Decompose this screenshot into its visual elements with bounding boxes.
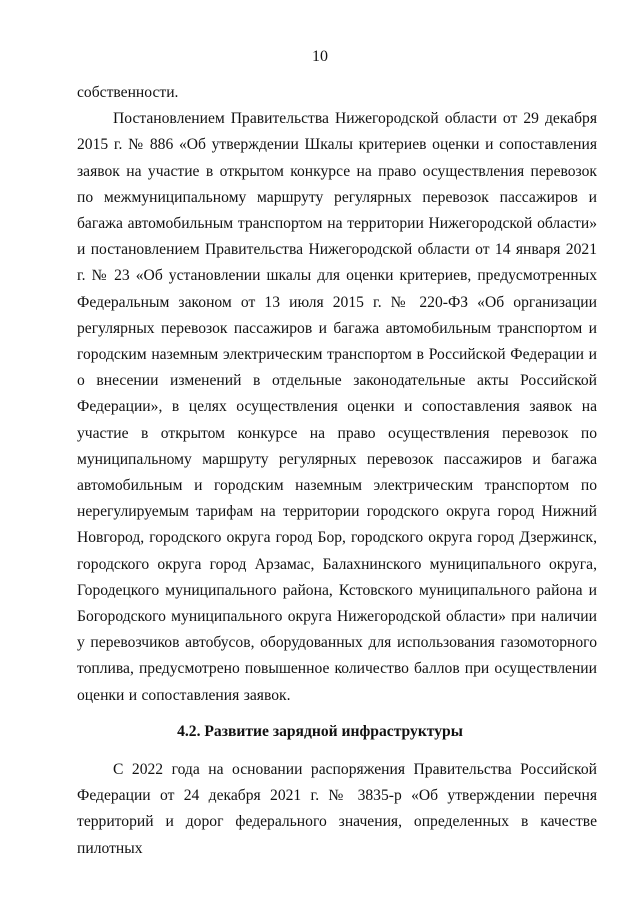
body-text-top xyxy=(77,80,597,709)
section-paragraph: С 2022 года на основании распоряжения Правительства Российской Федерации от 24 декабря 2021 г. № 3835-р «Об утверждении перечня территорий и дорог федерального значения, определенных в качестве пилотных xyxy=(77,761,597,857)
page-number: 10 xyxy=(312,48,328,65)
main-paragraph: Постановлением Правительства Нижегородской области от 29 декабря 2015 г. № 886 «Об утверждении Шкалы критериев оценки и сопоставления заявок на участие в открытом конкурсе на право осуществления перевозок по межмуниципальному маршруту регулярных перевозок пассажиров и багажа автомобильным транспортом на территории Нижегородской области» и постановлением Правительства Нижегородской области от 14 января 2021 г. № 23 «Об установлении шкалы для оценки критериев, предусмотренных Федеральным законом от 13 июля 2015 г. № 220-ФЗ «Об организации регулярных перевозок пассажиров и багажа автомобильным транспортом и городским наземным электрическим транспортом в Российской Федерации и о внесении изменений в отдельные законодательные акты Российской Федерации», в целях осуществления оценки и сопоставления заявок на участие в открытом конкурсе на право осуществления перевозок по муниципальному маршруту регулярных перевозок пассажиров и багажа автомобильным и городским наземным электрическим транспортом по нерегулируемым тарифам на территории городского округа город Нижний Новгород, городского округа город Бор, городского округа город Дзержинск, городского округа город Арзамас, Балахнинского муниципального округа, Городецкого муниципального района, Кстовского муниципального района и Богородского муниципального округа Нижегородской области» при наличии у перевозчиков автобусов, оборудованных для использования газомоторного топлива, предусмотрено повышенное количество баллов при осуществлении оценки и сопоставления заявок. xyxy=(77,110,597,704)
section-heading: 4.2. Развитие зарядной инфраструктуры xyxy=(177,723,463,740)
continuation-paragraph: собственности. xyxy=(77,84,179,101)
body-text-section xyxy=(77,757,597,862)
